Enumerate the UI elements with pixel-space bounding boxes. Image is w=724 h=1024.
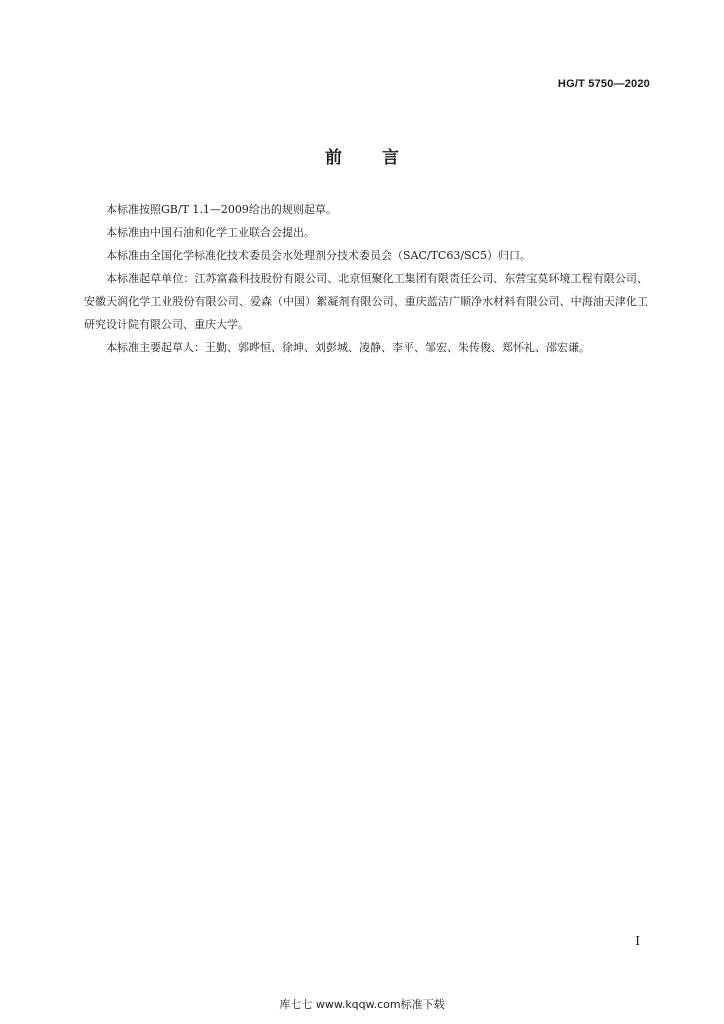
- title-char-2: 言: [382, 148, 399, 168]
- paragraph-drafting-rules: 本标准按照GB/T 1.1—2009给出的规则起草。: [106, 203, 337, 216]
- paragraph-drafters: 本标准主要起草人：王勤、郭晔恒、徐坤、刘彭城、凌静、李平、邹宏、朱传俊、郑怀礼、邵宏谦。: [106, 341, 590, 354]
- footer-watermark: 库七七 www.kqqw.com标准下载: [279, 998, 445, 1011]
- foreword-body: [84, 198, 648, 359]
- standard-code: HG/T 5750—2020: [557, 78, 650, 90]
- paragraph-technical-committee: 本标准由全国化学标准化技术委员会水处理剂分技术委员会（SAC/TC63/SC5）归口。: [106, 249, 532, 262]
- title-char-1: 前: [325, 148, 342, 168]
- paragraph-proposer: 本标准由中国石油和化学工业联合会提出。: [106, 226, 315, 239]
- page-title: [0, 143, 724, 168]
- paragraph-drafting-units: 本标准起草单位：江苏富淼科技股份有限公司、北京恒聚化工集团有限责任公司、东营宝莫环境工程有限公司、安徽天润化学工业股份有限公司、爱森（中国）絮凝剂有限公司、重庆蓝洁广顺净水材料有限公司、中海油天津化工研究设计院有限公司、重庆大学。: [84, 272, 648, 331]
- page-number: I: [635, 934, 640, 948]
